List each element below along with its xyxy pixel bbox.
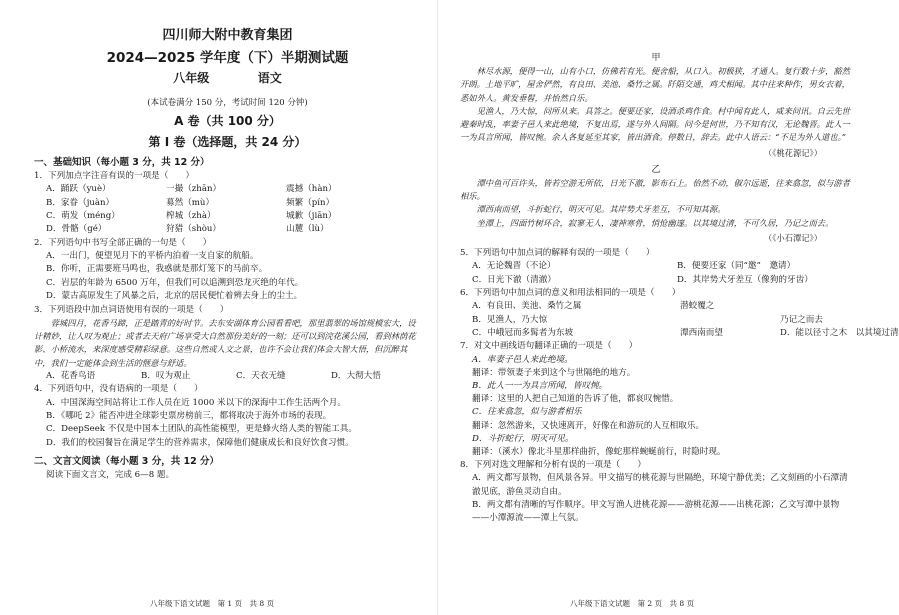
passage-jia-p2: 见渔人，乃大惊，问所从来。具答之。便要还家，设酒杀鸡作食。村中闻有此人，咸来问讯。自云先世避秦时乱，率妻子邑人来此绝境，不复出焉，遂与外人间隔。问今是何世，乃不知有汉，无论魏晋。此人一一为具言所闻，皆叹惋。余人各复延至其家，皆出酒食。停数日，辞去。此中人语云：“不足为外人道也。” <box>460 105 850 143</box>
q8-item: A．两文都写景物，但风景各异。甲文描写的桃花源与世隔绝，环境宁静优美；乙文刻画的小石潭清澈见底，游鱼灵动自由。 <box>472 473 848 497</box>
q6-options <box>460 300 899 340</box>
q6-cell: A．有良田、美池、桑竹之属 <box>472 301 582 312</box>
q6-cell: 潜蛟覆之 <box>680 301 715 312</box>
q1-cell: 榨城（zhà） <box>166 211 216 222</box>
subject: 语文 <box>257 71 282 85</box>
q7-item: C．往来翕忽，似与游者相乐 <box>472 407 582 418</box>
q1-cell: B．家眷（juàn） <box>46 197 115 208</box>
q1-cell: D．骨骼（gé） <box>46 224 107 235</box>
q1-cell: 震撼（hàn） <box>286 184 337 195</box>
q4-option-c: C．DeepSeek 不仅是中国本土团队的高性能模型，更是蜂火络人类的智能工具。 <box>46 424 357 435</box>
q1-cell: 山麓（lù） <box>286 224 329 235</box>
q3-option-d: D．大彻大悟 <box>331 371 381 382</box>
q6-cell <box>780 300 870 313</box>
q5-option-d: D．其岸势犬牙差互（像狗的牙齿） <box>677 274 813 285</box>
q5-option-a: A．无论魏晋（不论） <box>472 261 556 272</box>
q6-cell: D．能以径寸之木 以其境过清 <box>780 328 899 338</box>
passage-jia-label: 甲 <box>651 53 661 63</box>
passage-yi-source: （《小石潭记》） <box>763 232 822 243</box>
q4-option-a: A．中国深海空间站将让工作人员在近 1000 米以下的深海中工作生活两个月。 <box>46 397 346 408</box>
q5-options <box>460 260 852 287</box>
right-page <box>440 0 899 615</box>
q7-item: 翻译：忽然游来，又快速离开，好像在和游玩的人互相取乐。 <box>472 420 705 431</box>
q1-cell: 一撮（zhān） <box>166 184 222 195</box>
q1-cell: 狩猎（shòu） <box>166 224 222 235</box>
q8-item: B．两文都有清晰的写作顺序。甲文写渔人进桃花源——游桃花源——出桃花源；乙文写潭中景物——小潭源流——潭上气氛。 <box>472 499 840 524</box>
q1-options <box>34 183 421 237</box>
passage-yi-p3: 坐潭上，四面竹树环合，寂寥无人，凄神寒骨，悄怆幽邃。以其境过清，不可久居，乃记之而去。 <box>476 217 834 228</box>
q4-option-d: D．我们的校园餐旨在满足学生的营养需求，保障他们健康成长和良好饮食习惯。 <box>46 437 354 448</box>
q1-cell: 城歉（jiān） <box>286 211 337 222</box>
q6-cell: 潭西南而望 <box>680 328 723 338</box>
q7-item: 翻译：带领妻子来到这个与世隔绝的地方。 <box>472 367 636 378</box>
q7-item: A．率妻子邑人来此绝境。 <box>472 354 573 365</box>
q4-option-b: B．《哪吒 2》能否冲进全球影史票房榜前三，都将取决于海外市场的表现。 <box>46 411 332 422</box>
q7-item: 翻译：（溪水）像北斗星那样曲折，像蛇那样蜿蜒前行，时隐时现。 <box>472 447 726 458</box>
q1-cell: 募然（mù） <box>166 197 215 208</box>
q1-cell: C．萌发（méng） <box>46 211 120 222</box>
q3-option-c: C．天衣无缝 <box>236 371 286 382</box>
volume-title: A 卷（共 100 分） <box>174 114 281 128</box>
q7-item: D．斗折蛇行，明灭可见。 <box>472 433 574 444</box>
section2-title: 二、文言文阅读（每小题 3 分，共 12 分） <box>34 456 220 468</box>
q6-cell: B．见渔人，乃大惊 <box>472 314 548 325</box>
footer-right: 八年级下语文试题 第 2 页 共 8 页 <box>570 599 695 608</box>
q4-stem: 4．下列语句中，没有语病的一项是（ ） <box>34 384 203 395</box>
q7-item: B．此人一一为具言所闻，皆叹惋。 <box>472 381 608 392</box>
q6-cell: C．中峨冠而多髯者为东坡 <box>472 328 574 338</box>
section1-title: 一、基础知识（每小题 3 分，共 12 分） <box>34 157 210 168</box>
page-fold <box>437 0 438 615</box>
q3-options <box>34 370 421 383</box>
q2-option-c: C．岩层的年龄为 6500 万年，但我们可以追溯到恐龙灭绝的年代。 <box>46 277 304 288</box>
passage-yi-p1: 潭中鱼可百许头，皆若空游无所依，日光下澈，影布石上。佁然不动，俶尔远逝，往来翕忽，似与游者相乐。 <box>460 177 850 202</box>
q7-stem: 7．对文中画线语句翻译正确的一项是（ ） <box>460 341 638 352</box>
q5-option-c: C．日光下澈（清澈） <box>472 274 556 285</box>
passage-yi-label: 乙 <box>651 164 661 175</box>
q3-stem: 3．下列语段中加点词语使用有误的一项是（ ） <box>34 304 229 315</box>
q2-option-d: D．蒙古高原发生了风暴之后，北京的居民便忙着辨去身上的尘土。 <box>46 291 303 302</box>
q1-cell: 频繁（pín） <box>286 197 335 208</box>
section2-intro: 阅读下面文言文，完成 6—8 题。 <box>46 470 175 481</box>
part-title: 第 Ⅰ 卷（选择题，共 24 分） <box>148 135 307 149</box>
q5-option-b: B．便要还家（同“邀” 邀请） <box>677 261 796 272</box>
passage-jia-source: （《桃花源记》） <box>763 147 822 158</box>
q5-stem: 5．下列语句中加点词的解释有误的一项是（ ） <box>460 247 655 258</box>
q2-option-a: A．一出门，便望见月下的平桥内泊着一支自家的航船。 <box>46 251 259 262</box>
q6-cell: 乃记之而去 <box>780 314 823 325</box>
q1-stem: 1．下列加点字注音有误的一项是（ ） <box>34 171 195 181</box>
q3-passage: 蓉城四月，花香马蹄，正是踏青的好时节。去东安湖体育公园看看吧，那里翡翠的场馆规模宏大，设计精妙，让人叹为观止；或者去天府广场享受大自然那份美好的一刻；还可以到浣花溪公园，看到林荫花影、小桥流水，来深度感受精彩绿意。这些自然或人文之景，也许不会让我们体会大智大悟，但沉醉其中，我们一定能体会到生活的惬意与舒适。 <box>34 317 416 368</box>
q8-stem: 8．下列对选文理解和分析有误的一项是（ ） <box>460 460 646 471</box>
q3-option-a: A．花香鸟语 <box>46 371 96 382</box>
exam-note: (本试卷满分 150 分，考试时间 120 分钟) <box>147 98 308 108</box>
q2-stem: 2．下列语句中书写全部正确的一句是（ ） <box>34 237 212 248</box>
exam-title: 2024—2025 学年度（下）半期测试题 <box>106 50 349 66</box>
q3-option-b: B．叹为观止 <box>141 371 191 382</box>
q1-cell: A．踊跃（yuè） <box>46 184 111 195</box>
footer-left: 八年级下语文试题 第 1 页 共 8 页 <box>150 599 275 608</box>
q6-cell <box>680 314 780 327</box>
grade: 八年级 <box>173 71 210 85</box>
q6-stem: 6．下列语句中加点词的意义和用法相同的一项是（ ） <box>460 287 681 298</box>
passage-yi-p2: 潭西南而望，斗折蛇行，明灭可见。其岸势犬牙差互，不可知其源。 <box>476 204 726 215</box>
passage-jia-p1: 林尽水源，便得一山，山有小口，仿佛若有光。便舍船，从口入。初极狭，才通人。复行数十步，豁然开朗。土地平旷，屋舍俨然，有良田、美池、桑竹之属。阡陌交通，鸡犬相闻。其中往来种作，男女衣着，悉如外人。黄发垂髫，并怡然自乐。 <box>460 66 850 103</box>
grade-subject <box>34 69 421 86</box>
q7-item: 翻译：这里的人把自己知道的告诉了他，都哀叹惋惜。 <box>472 394 679 405</box>
left-page <box>0 0 435 615</box>
org-title: 四川师大附中教育集团 <box>162 28 293 43</box>
q2-option-b: B．你听，正需要班马鸣也，我惑就是那灯笼下的马前卒。 <box>46 264 268 275</box>
